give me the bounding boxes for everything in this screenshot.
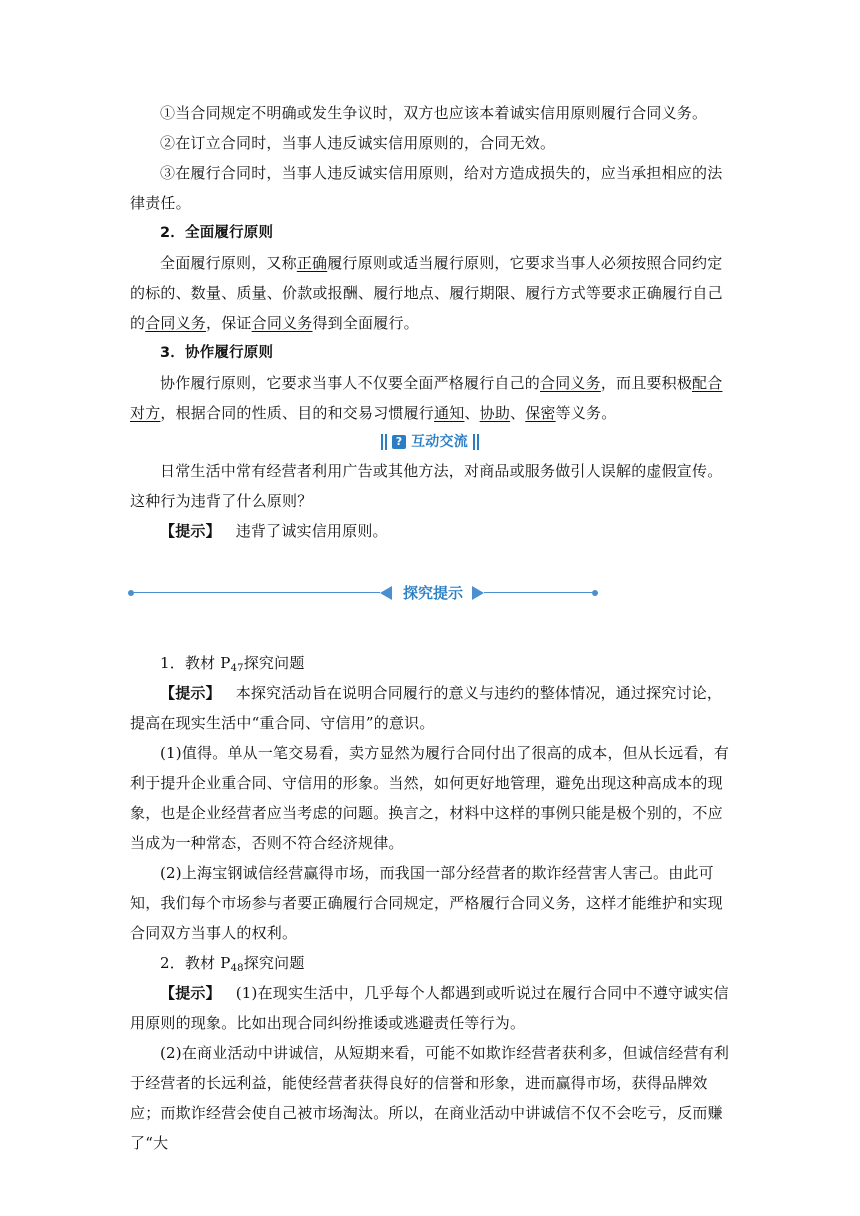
text-span: 1．教材 P: [160, 654, 231, 672]
interaction-answer: [130, 516, 730, 546]
interaction-badge: [381, 428, 479, 456]
banner-line-right: [484, 592, 592, 593]
paragraph-principle-3: ③在履行合同时，当事人违反诚实信用原则，给对方造成损失的，应当承担相应的法律责任。: [130, 164, 723, 212]
page-subscript: 48: [230, 963, 244, 974]
paragraph-principle-1: ①当合同规定不明确或发生争议时，双方也应该本着诚实信用原则履行合同义务。: [160, 104, 708, 122]
underlined-term: 保密: [525, 404, 556, 422]
paragraph-cooperative-performance: [130, 368, 730, 428]
underlined-term: 合同义务: [251, 314, 313, 332]
paragraph-full-performance: [130, 248, 730, 338]
text-span: 协作履行原则，它要求当事人不仅要全面严格履行自己的: [160, 374, 541, 392]
text-span: ，而且要积极: [600, 374, 693, 392]
text-span: ，根据合同的性质、目的和交易习惯履行: [160, 404, 435, 422]
badge-bars-icon: [381, 434, 387, 450]
banner-line-left: [132, 592, 380, 593]
text-span: 、: [464, 404, 480, 422]
text-span: 2．教材 P: [160, 954, 231, 972]
arrow-left-icon: [380, 586, 392, 600]
text-span: 等义务。: [555, 404, 617, 422]
badge-bars-icon: [473, 434, 479, 450]
text-span: ，保证: [206, 314, 252, 332]
question-icon: ?: [392, 435, 406, 449]
underlined-term: 正确: [296, 254, 328, 272]
interaction-badge-row: [130, 428, 730, 456]
underlined-term: 合同义务: [540, 374, 601, 392]
heading-full-performance: 2．全面履行原则: [160, 225, 274, 241]
text-span: 探究问题: [243, 954, 305, 972]
tip-label: 【提示】: [160, 522, 221, 540]
heading-cooperative-performance: 3．协作履行原则: [160, 345, 274, 361]
underlined-term: 合同义务: [145, 314, 207, 332]
underlined-term: 协助: [479, 404, 511, 422]
interaction-badge-label: 互动交流: [411, 434, 468, 450]
text-span: 得到全面履行。: [312, 314, 419, 332]
question-2-answer-1: [130, 978, 730, 1038]
interaction-question: 日常生活中常有经营者利用广告或其他方法，对商品或服务做引人误解的虚假宣传。这种行为违背了什么原则？: [130, 462, 723, 510]
question-1-intro: [130, 678, 730, 738]
document-content: [130, 98, 730, 1158]
paragraph-principle-2: ②在订立合同时，当事人违反诚实信用原则的，合同无效。: [160, 134, 556, 152]
question-1-answer-1: (1)值得。单从一笔交易看，卖方显然为履行合同付出了很高的成本，但从长远看，有利于提升企业重合同、守信用的形象。当然，如何更好地管理，避免出现这种高成本的现象，也是企业经营者应当考虑的问题。换言之，材料中这样的事例只能是极个别的，不应当成为一种常态，否则不符合经济规律。: [130, 744, 730, 852]
text-span: 履行原则或适当履行原则，它要求当事人必须按照合同约定的标的、数量、质量、价款或报酬、履行地点、履行期限、履行方式等要求正确履行自己的: [130, 254, 723, 332]
question-2-title: [130, 948, 730, 978]
underlined-term: 通知: [434, 404, 465, 422]
banner-dot-right: [592, 590, 598, 596]
text-span: 全面履行原则，又称: [160, 254, 297, 272]
banner-dot-left: [128, 590, 134, 596]
explore-tips-banner: [0, 578, 860, 608]
text-span: 探究问题: [243, 654, 305, 672]
tip-label: 【提示】: [160, 684, 221, 702]
question-2-answer-2: (2)在商业活动中讲诚信，从短期来看，可能不如欺诈经营者获利多，但诚信经营有利于经营者的长远利益，能使经营者获得良好的信誉和形象，进而赢得市场，获得品牌效应；而欺诈经营会使自己被市场淘汰。所以，在商业活动中讲诚信不仅不会吃亏，反而赚了“大: [130, 1044, 730, 1152]
answer-text: (1)在现实生活中，几乎每个人都遇到或听说过在履行合同中不遵守诚实信用原则的现象。比如出现合同纠纷推诿或逃避责任等行为。: [130, 984, 729, 1032]
underlined-term: 配合对方: [130, 374, 723, 422]
answer-text: 本探究活动旨在说明合同履行的意义与违约的整体情况，通过探究讨论，提高在现实生活中“重合同、守信用”的意识。: [130, 684, 723, 732]
question-1-answer-2: (2)上海宝钢诚信经营赢得市场，而我国一部分经营者的欺诈经营害人害己。由此可知，我们每个市场参与者要正确履行合同规定，严格履行合同义务，这样才能维护和实现合同双方当事人的权利。: [130, 864, 723, 942]
answer-text: 违背了诚实信用原则。: [235, 522, 388, 540]
tip-label: 【提示】: [160, 984, 221, 1002]
text-span: 、: [510, 404, 526, 422]
arrow-right-icon: [472, 586, 484, 600]
question-1-title: [130, 648, 730, 678]
page-subscript: 47: [230, 663, 244, 674]
banner-title: 探究提示: [402, 584, 463, 602]
